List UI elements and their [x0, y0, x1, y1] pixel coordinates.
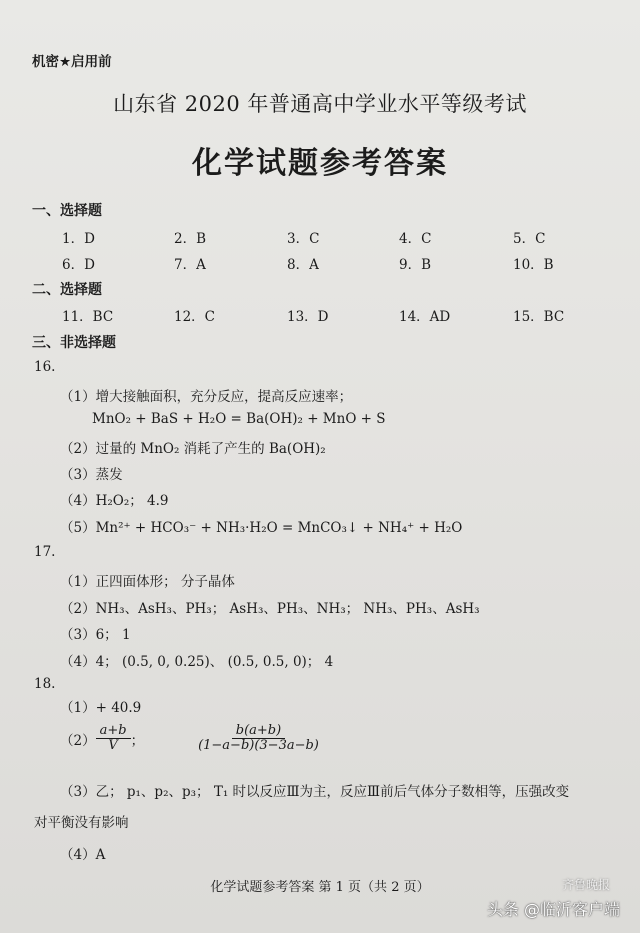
- q16-answer-3: （3）蒸发: [60, 467, 123, 483]
- section-heading-choice-2: 二、选择题: [32, 282, 102, 298]
- question-number-16: 16.: [34, 359, 56, 375]
- q17-answer-1: （1）正四面体形； 分子晶体: [60, 574, 235, 590]
- section-heading-non-choice: 三、非选择题: [32, 335, 116, 351]
- exam-title: 山东省 2020 年普通高中学业水平等级考试: [113, 92, 527, 116]
- q17-answer-3: （3）6； 1: [60, 627, 131, 643]
- separator: ；: [130, 732, 145, 749]
- fraction-equilibrium-constant: [194, 724, 323, 754]
- q16-answer-2: （2）过量的 MnO₂ 消耗了产生的 Ba(OH)₂: [60, 441, 326, 457]
- fraction-denominator: (1−a−b)(3−3a−b): [198, 738, 319, 754]
- q16-equation-1: MnO₂ + BaS + H₂O = Ba(OH)₂ + MnO + S: [92, 411, 386, 427]
- q18-answer-3: （3）乙； p₁、p₂、p₃； T₁ 时以反应Ⅲ为主，反应Ⅲ前后气体分子数相等，压强改变: [60, 784, 570, 800]
- q16-answer-1: （1）增大接触面积，充分反应，提高反应速率；: [60, 389, 353, 405]
- answer-item: 12．C: [174, 309, 216, 325]
- answer-item: 9．B: [399, 257, 432, 273]
- q18-answer-4: （4）A: [60, 847, 106, 863]
- q18-answer-3-continued: 对平衡没有影响: [34, 815, 129, 831]
- q18-answer-1: （1）+ 40.9: [60, 700, 142, 716]
- watermark-small: 齐鲁晚报: [561, 878, 610, 892]
- fraction-denominator: V: [108, 738, 118, 754]
- answer-key-title: 化学试题参考答案: [192, 146, 448, 181]
- answer-item: 11．BC: [62, 309, 114, 325]
- fraction-numerator: b(a+b): [232, 724, 285, 739]
- answer-item: 6．D: [62, 257, 95, 273]
- watermark-source: 头条 @临沂客户端: [486, 900, 620, 919]
- q16-answer-5: （5）Mn²⁺ + HCO₃⁻ + NH₃·H₂O = MnCO₃↓ + NH₄⁺ + H₂O: [60, 520, 463, 536]
- q17-answer-4: （4）4； (0.5, 0, 0.25)、 (0.5, 0.5, 0)； 4: [60, 654, 334, 670]
- answer-item: 14．AD: [399, 309, 451, 325]
- q17-answer-2: （2）NH₃、AsH₃、PH₃； AsH₃、PH₃、NH₃； NH₃、PH₃、AsH₃: [60, 601, 480, 617]
- fraction-concentration: [96, 724, 131, 754]
- q16-answer-4: （4）H₂O₂； 4.9: [60, 493, 169, 509]
- answer-item: 2．B: [174, 231, 207, 247]
- answer-item: 4．C: [399, 231, 432, 247]
- answer-item: 3．C: [287, 231, 320, 247]
- page-footer: 化学试题参考答案 第 1 页（共 2 页）: [210, 880, 430, 895]
- fraction-numerator: a+b: [96, 724, 131, 739]
- answer-item: 10．B: [513, 257, 554, 273]
- answer-item: 7．A: [174, 257, 206, 273]
- answer-item: 13．D: [287, 309, 329, 325]
- question-number-17: 17.: [34, 544, 56, 560]
- q18-answer-2: [60, 724, 323, 754]
- question-number-18: 18.: [34, 676, 56, 692]
- answer-item: 15．BC: [513, 309, 565, 325]
- q18-answer-2-prefix: （2）: [60, 732, 96, 749]
- answer-item: 5．C: [513, 231, 546, 247]
- confidential-label: 机密★启用前: [32, 54, 112, 70]
- answer-item: 1．D: [62, 231, 95, 247]
- answer-item: 8．A: [287, 257, 319, 273]
- section-heading-choice-1: 一、选择题: [32, 203, 102, 219]
